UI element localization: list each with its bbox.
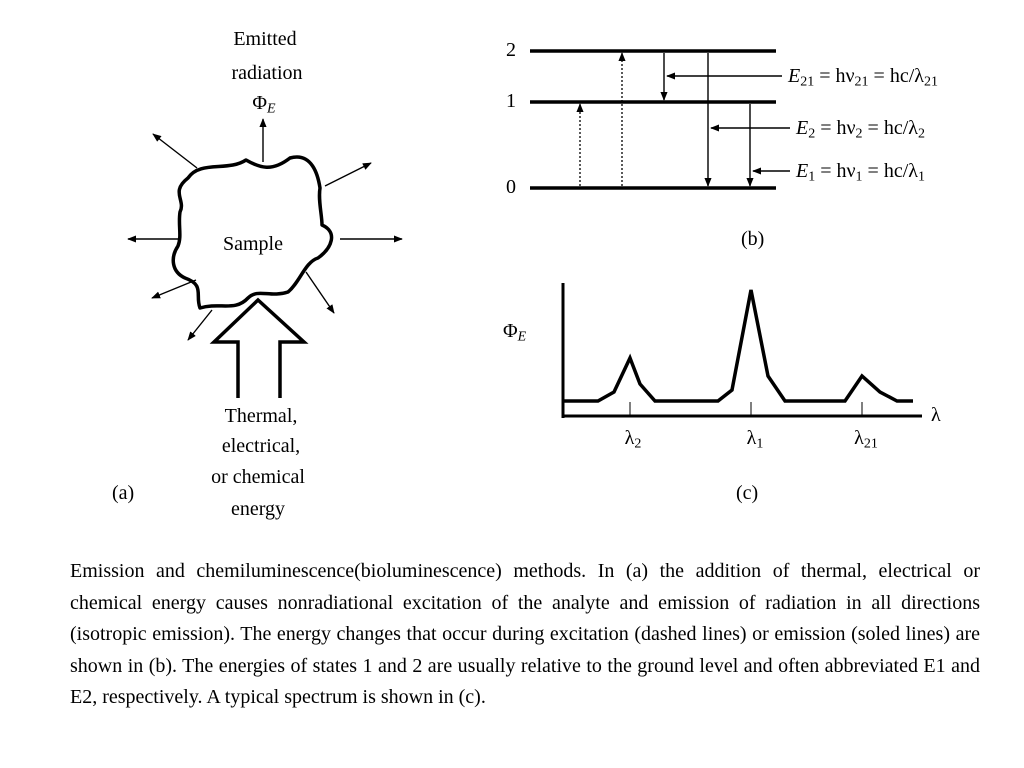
eq2-e-sub: 2 — [808, 126, 816, 142]
peak-label-lambda2 — [625, 426, 642, 450]
eq21-mid1: = h — [814, 65, 846, 87]
panel-label-a: (a) — [112, 482, 135, 504]
figure-caption: Emission and chemiluminescence(bioluminescence) methods. In (a) the addition of thermal, electrical or chemical energy causes nonradiational excitation of the analyte and emission of radiation in all directions (isotropic emission). The energy changes that occur during excitation (dashed lines) or emission (soled lines) are shown in (b). The energies of states 1 and 2 are usually relative to the ground level and often abbreviated E1 and E2, respectively. A typical spectrum is shown in (c). — [70, 560, 980, 708]
panel-label-c: (c) — [736, 482, 759, 504]
emission-arrow — [153, 134, 197, 168]
x-axis-label: λ — [931, 404, 941, 426]
eq1-mid1: = h — [815, 160, 847, 182]
eq2-nu-sub: 2 — [855, 126, 863, 142]
phi-e-label — [252, 91, 275, 115]
emission-arrow — [152, 280, 196, 298]
peak-lambda2-sub: 2 — [634, 436, 642, 452]
phi-subscript: E — [267, 101, 276, 117]
peak-lambda2-symbol: λ — [624, 427, 635, 449]
phi-symbol: Φ — [252, 92, 268, 114]
energy-source-line2: electrical, — [221, 435, 301, 457]
eq1-nu-sub: 1 — [855, 169, 863, 185]
eq21-e-sub: 21 — [800, 74, 815, 90]
emitted-label: Emitted — [233, 28, 297, 50]
y-axis-phi-sub: E — [517, 329, 527, 345]
eq21-nu: ν — [845, 65, 855, 87]
equation-e2 — [796, 116, 925, 140]
emission-arrow — [188, 310, 212, 340]
y-axis-phi: Φ — [503, 320, 518, 342]
eq1-mid2: = hc/ — [862, 160, 909, 182]
equation-e21 — [788, 64, 938, 88]
eq1-e: E — [796, 160, 809, 182]
peak-lambda21-sub: 21 — [863, 436, 878, 452]
emission-arrow — [306, 272, 334, 313]
level-label-2: 2 — [506, 39, 516, 61]
level-label-0: 0 — [506, 176, 516, 198]
peak-label-lambda21 — [854, 426, 878, 450]
peak-label-lambda1 — [747, 426, 764, 450]
level-label-1: 1 — [506, 90, 516, 112]
eq2-e: E — [796, 117, 809, 139]
eq1-e-sub: 1 — [808, 169, 816, 185]
radiation-label: radiation — [231, 62, 303, 84]
eq1-lambda: λ — [908, 160, 918, 182]
spectrum-curve — [563, 290, 913, 401]
energy-source-line4: energy — [230, 498, 286, 520]
eq2-lambda-sub: 2 — [917, 126, 925, 142]
energy-source-line1: Thermal, — [224, 405, 298, 427]
eq2-mid1: = h — [815, 117, 847, 139]
energy-input-arrow — [214, 300, 304, 398]
eq2-lambda: λ — [908, 117, 918, 139]
y-axis-label — [503, 319, 526, 343]
eq1-nu: ν — [846, 160, 856, 182]
eq21-nu-sub: 21 — [854, 74, 869, 90]
emission-arrow — [325, 163, 371, 186]
eq21-e: E — [788, 65, 801, 87]
eq21-mid2: = hc/ — [868, 65, 915, 87]
peak-lambda1-symbol: λ — [746, 427, 757, 449]
eq21-lambda: λ — [914, 65, 924, 87]
eq2-nu: ν — [846, 117, 856, 139]
equation-e1 — [796, 159, 925, 183]
peak-lambda1-sub: 1 — [756, 436, 764, 452]
panel-label-b: (b) — [741, 228, 765, 250]
sample-label: Sample — [223, 233, 283, 255]
peak-lambda21-symbol: λ — [854, 427, 864, 449]
eq2-mid2: = hc/ — [862, 117, 909, 139]
eq21-lambda-sub: 21 — [923, 74, 938, 90]
eq1-lambda-sub: 1 — [917, 169, 925, 185]
energy-source-line3: or chemical — [211, 466, 305, 488]
